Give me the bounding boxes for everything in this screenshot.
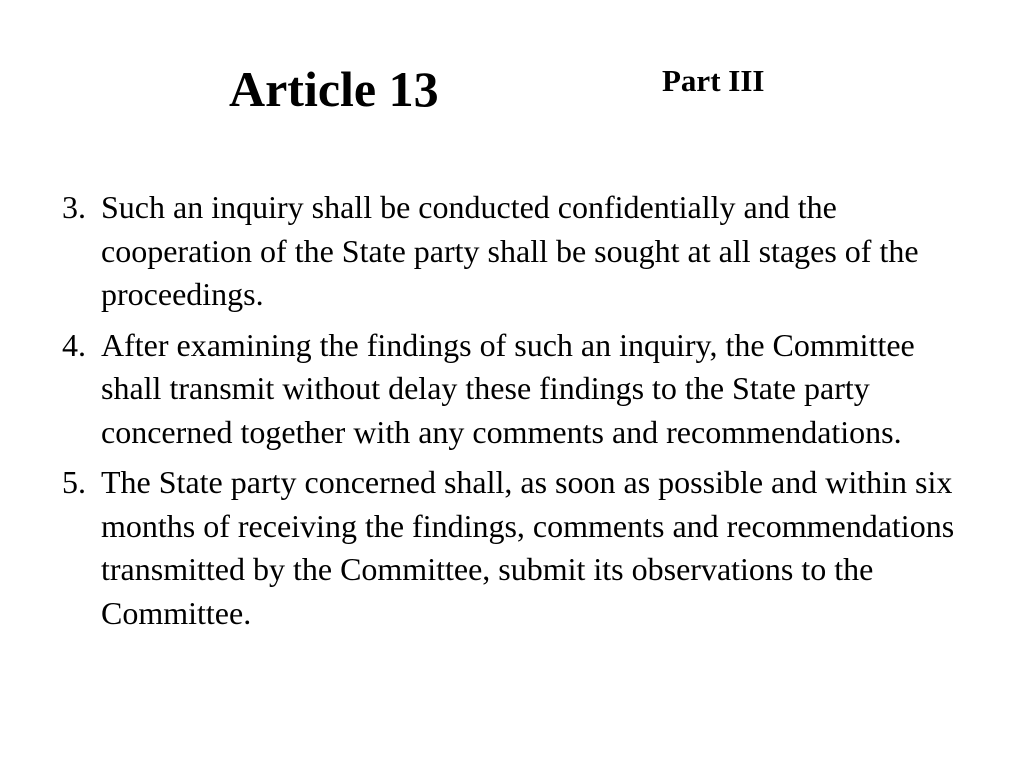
list-item [62,324,982,455]
item-number: 3. [62,189,86,225]
item-number: 5. [62,464,86,500]
part-label: Part III [662,63,765,98]
item-text: The State party concerned shall, as soon as possible and within six months of receiving the findings, comments and recommendations transmitted by the Committee, submit its observations to the Committee. [101,464,955,631]
slide-title: Article 13 [229,61,439,117]
item-text: Such an inquiry shall be conducted confidentially and the cooperation of the State party shall be sought at all stages of the proceedings. [101,189,919,312]
list-item [62,186,982,317]
item-number: 4. [62,326,86,363]
list-item [62,461,982,635]
article-paragraph-list [62,186,982,642]
item-text: After examining the findings of such an inquiry, the Committee shall transmit without delay these findings to the State party concerned together with any comments and recommendations. [101,326,915,450]
